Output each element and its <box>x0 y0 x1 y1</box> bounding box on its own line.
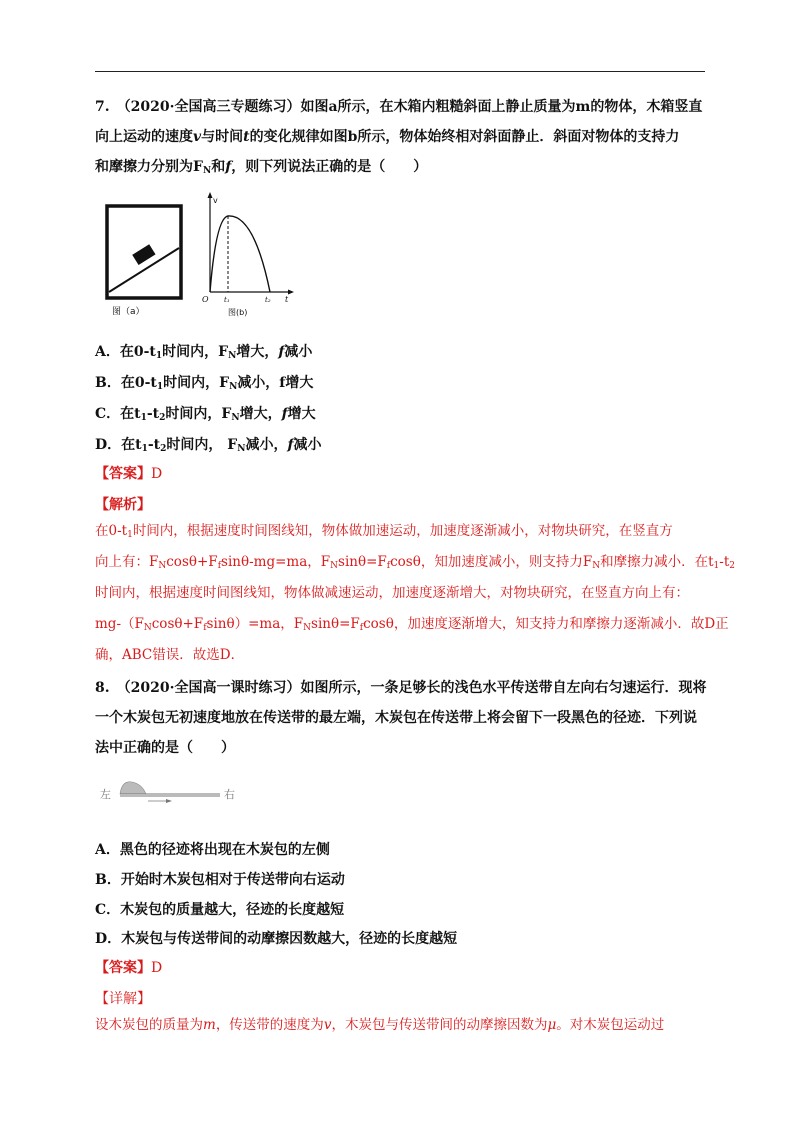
q7-answer: 【答案】D <box>95 466 163 482</box>
q8-option-a[interactable]: A．黑色的径迹将出现在木炭包的左侧 <box>95 842 330 858</box>
q8-detail-label: 【详解】 <box>95 991 151 1007</box>
q7-stem: 7. （2020·全国高三专题练习）如图a所示，在木箱内粗糙斜面上静止质量为m的物体，木箱竖直 向上运动的速度v与时间t的变化规律如图b所示，物体始终相对斜面静止．斜面对物体的支持力 和摩擦力分别为$F_N$和f，则下列说法正确的是（ ） <box>95 99 703 176</box>
q8-answer: 【答案】D <box>95 960 163 976</box>
q7-figure <box>104 188 299 318</box>
q7-analysis: 在$0-t_1$时间内，根据速度时间图线知，物体做加速运动，加速度逐渐减小，对物块研究，在竖直方 向上有：$F_N\cos\theta+F_f\sin\theta-mg=ma$，$F_N\sin\theta=F_f\cos\theta$，知加速度减小，则支持力$F_N$和摩擦力减小．在$t_1-t_2$ 时间内，根据速度时间图线知，物体做减速运动，加速度逐渐增大，对物块研究，在竖直方向上有： $mg-(F_N\cos\theta+F_f\sin\theta)=ma$，$F_N\sin\theta=F_f\cos\theta$，加速度逐渐增大，知支持力和摩擦力逐渐减小．故D正 确，ABC错误．故选D． <box>95 523 736 663</box>
q8-stem: 8. （2020·全国高一课时练习）如图所示，一条足够长的浅色水平传送带自左向右匀速运行．现将 一个木炭包无初速度地放在传送带的最左端，木炭包在传送带上将会留下一段黑色的径迹．下列说 法中正确的是（ ） <box>95 680 707 756</box>
q7-option-c[interactable]: C．在$t_1-t_2$时间内，$F_N$增大，f增大 <box>95 406 316 423</box>
block <box>132 244 155 265</box>
q7-option-d[interactable]: D．在$t_1-t_2$时间内， $F_N$减小，f减小 <box>95 437 322 454</box>
fig-a-caption: 图（a） <box>112 307 145 317</box>
charcoal-block <box>120 782 146 794</box>
q8-option-b[interactable]: B．开始时木炭包相对于传送带向右运动 <box>95 872 345 888</box>
fig-b-caption: 图(b) <box>228 308 248 317</box>
q7-option-b[interactable]: B．在$0-t_1$时间内，$F_N$减小，f增大 <box>95 375 314 392</box>
t2-label: t₂ <box>265 296 271 304</box>
q8-option-c[interactable]: C．木炭包的质量越大，径迹的长度越短 <box>95 902 345 918</box>
q8-option-d[interactable]: D．木炭包与传送带间的动摩擦因数越大，径迹的长度越短 <box>95 931 458 947</box>
fig-left-label: 左 <box>100 788 111 801</box>
q8-figure <box>100 776 240 806</box>
fig-right-label: 右 <box>224 788 235 801</box>
axis-t-label: t <box>285 295 289 304</box>
origin-label: O <box>202 295 209 304</box>
t1-label: t₁ <box>224 296 230 304</box>
q7-option-a[interactable]: A．在$0-t_1$时间内，$F_N$增大，f减小 <box>95 344 313 361</box>
q7-analysis-label: 【解析】 <box>95 497 151 513</box>
header-rule <box>95 71 705 72</box>
axis-v-label: v <box>213 196 218 205</box>
q8-detail: 设木炭包的质量为m，传送带的速度为v，木炭包与传送带间的动摩擦因数为μ。对木炭包运动过 <box>95 1017 665 1033</box>
velocity-curve <box>210 216 270 292</box>
